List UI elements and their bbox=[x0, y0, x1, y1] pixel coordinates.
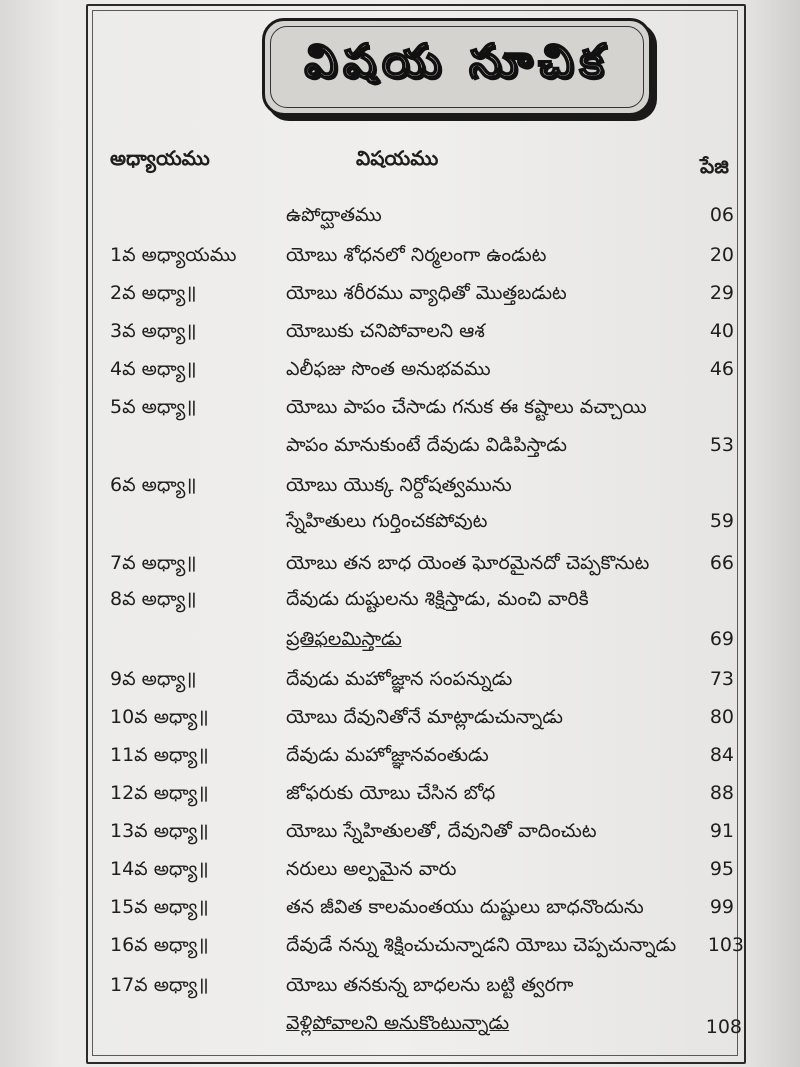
toc-chapter: 12వ అధ్యా॥ bbox=[110, 782, 209, 804]
toc-page-number: 06 bbox=[709, 204, 734, 226]
toc-chapter: 1వ అధ్యాయము bbox=[110, 244, 237, 266]
toc-row bbox=[0, 358, 800, 394]
toc-page-number: 103 bbox=[707, 934, 744, 956]
toc-row bbox=[0, 782, 800, 818]
toc-subject: దేవుడే నన్ను శిక్షించుచున్నాడని యోబు చెప్పచున్నాడు bbox=[286, 934, 677, 956]
toc-page-number: 99 bbox=[709, 896, 734, 918]
toc-row bbox=[0, 628, 800, 664]
toc-row bbox=[0, 896, 800, 932]
toc-chapter: 17వ అధ్యా॥ bbox=[110, 974, 209, 996]
toc-subject: యోబు శోధనలో నిర్మలంగా ఉండుట bbox=[286, 244, 547, 266]
toc-subject: ఎలీఫజు సొంత అనుభవము bbox=[286, 358, 491, 380]
toc-chapter: 2వ అధ్యా॥ bbox=[110, 282, 197, 304]
toc-row bbox=[0, 974, 800, 1010]
header-page: పేజి bbox=[700, 154, 729, 178]
toc-subject: ఉపోద్ఘాతము bbox=[286, 204, 382, 226]
toc-page-number: 29 bbox=[709, 282, 734, 304]
toc-row bbox=[0, 858, 800, 894]
toc-page-number: 53 bbox=[709, 434, 734, 456]
toc-subject: దేవుడు మహోజ్ఞాన సంపన్నుడు bbox=[286, 668, 513, 690]
toc-row bbox=[0, 320, 800, 356]
toc-row bbox=[0, 396, 800, 432]
toc-subject: నరులు అల్పమైన వారు bbox=[286, 858, 457, 880]
toc-page-number: 46 bbox=[709, 358, 734, 380]
toc-chapter: 6వ అధ్యా॥ bbox=[110, 474, 197, 496]
toc-chapter: 4వ అధ్యా॥ bbox=[110, 358, 197, 380]
toc-subject: యోబు దేవునితోనే మాట్లాడుచున్నాడు bbox=[286, 706, 563, 728]
toc-page-number: 84 bbox=[709, 744, 734, 766]
toc-page-number: 88 bbox=[709, 782, 734, 804]
toc-subject: తన జీవిత కాలమంతయు దుష్టులు బాధనొందును bbox=[286, 896, 644, 918]
toc-chapter: 3వ అధ్యా॥ bbox=[110, 320, 197, 342]
toc-row bbox=[0, 282, 800, 318]
toc-page-number: 69 bbox=[709, 628, 734, 650]
toc-page-number: 40 bbox=[709, 320, 734, 342]
toc-page-number: 59 bbox=[709, 510, 734, 532]
toc-subject: యోబు శరీరము వ్యాధితో మొత్తబడుట bbox=[286, 282, 567, 304]
toc-chapter: 5వ అధ్యా॥ bbox=[110, 396, 197, 418]
toc-row bbox=[0, 1012, 800, 1048]
toc-subject: స్నేహితులు గుర్తించకపోవుట bbox=[286, 510, 488, 532]
toc-row bbox=[0, 934, 800, 970]
toc-row bbox=[0, 434, 800, 470]
toc-chapter: 14వ అధ్యా॥ bbox=[110, 858, 209, 880]
toc-row bbox=[0, 744, 800, 780]
toc-chapter: 11వ అధ్యా॥ bbox=[110, 744, 209, 766]
toc-row bbox=[0, 820, 800, 856]
toc-row bbox=[0, 552, 800, 588]
toc-chapter: 16వ అధ్యా॥ bbox=[110, 934, 209, 956]
header-chapter: అధ్యాయము bbox=[110, 146, 210, 170]
toc-subject: యోబు తనకున్న బాధలను బట్టి త్వరగా bbox=[286, 974, 574, 996]
toc-subject: యోబు పాపం చేసాడు గనుక ఈ కష్టాలు వచ్చాయి bbox=[286, 396, 647, 418]
toc-page-number: 108 bbox=[705, 1016, 742, 1038]
toc-subject: దేవుడు మహోజ్ఞానవంతుడు bbox=[286, 744, 489, 766]
toc-chapter: 15వ అధ్యా॥ bbox=[110, 896, 209, 918]
toc-chapter: 9వ అధ్యా॥ bbox=[110, 668, 197, 690]
toc-row bbox=[0, 588, 800, 624]
toc-page-number: 80 bbox=[709, 706, 734, 728]
toc-row bbox=[0, 204, 800, 240]
toc-row bbox=[0, 706, 800, 742]
toc-row bbox=[0, 474, 800, 510]
toc-subject: యోబుకు చనిపోవాలని ఆశ bbox=[286, 320, 485, 342]
toc-subject: దేవుడు దుష్టులను శిక్షిస్తాడు, మంచి వారికి bbox=[286, 588, 589, 610]
page-title: విషయ సూచిక bbox=[304, 34, 610, 88]
toc-chapter: 8వ అధ్యా॥ bbox=[110, 588, 197, 610]
toc-row bbox=[0, 668, 800, 704]
toc-subject: యోబు తన బాధ యెంత ఘోరమైనదో చెప్పకొనుట bbox=[286, 552, 650, 574]
toc-page-number: 20 bbox=[709, 244, 734, 266]
toc-subject: జోఫరుకు యోబు చేసిన బోధ bbox=[286, 782, 496, 804]
toc-subject: ప్రతిఫలమిస్తాడు bbox=[286, 628, 402, 650]
toc-subject: యోబు స్నేహితులతో, దేవునితో వాదించుట bbox=[286, 820, 597, 842]
toc-chapter: 7వ అధ్యా॥ bbox=[110, 552, 197, 574]
title-banner bbox=[262, 18, 652, 116]
toc-subject: యోబు యొక్క నిర్దోషత్వమును bbox=[286, 474, 512, 496]
toc-page-number: 95 bbox=[709, 858, 734, 880]
header-subject: విషయము bbox=[356, 146, 439, 170]
toc-chapter: 10వ అధ్యా॥ bbox=[110, 706, 209, 728]
toc-subject: వెళ్లిపోవాలని అనుకొంటున్నాడు bbox=[286, 1012, 510, 1034]
toc-subject: పాపం మానుకుంటే దేవుడు విడిపిస్తాడు bbox=[286, 434, 567, 456]
toc-chapter: 13వ అధ్యా॥ bbox=[110, 820, 209, 842]
toc-page-number: 66 bbox=[709, 552, 734, 574]
toc-page-number: 73 bbox=[709, 668, 734, 690]
toc-page-number: 91 bbox=[709, 820, 734, 842]
toc-row bbox=[0, 244, 800, 280]
toc-row bbox=[0, 510, 800, 546]
